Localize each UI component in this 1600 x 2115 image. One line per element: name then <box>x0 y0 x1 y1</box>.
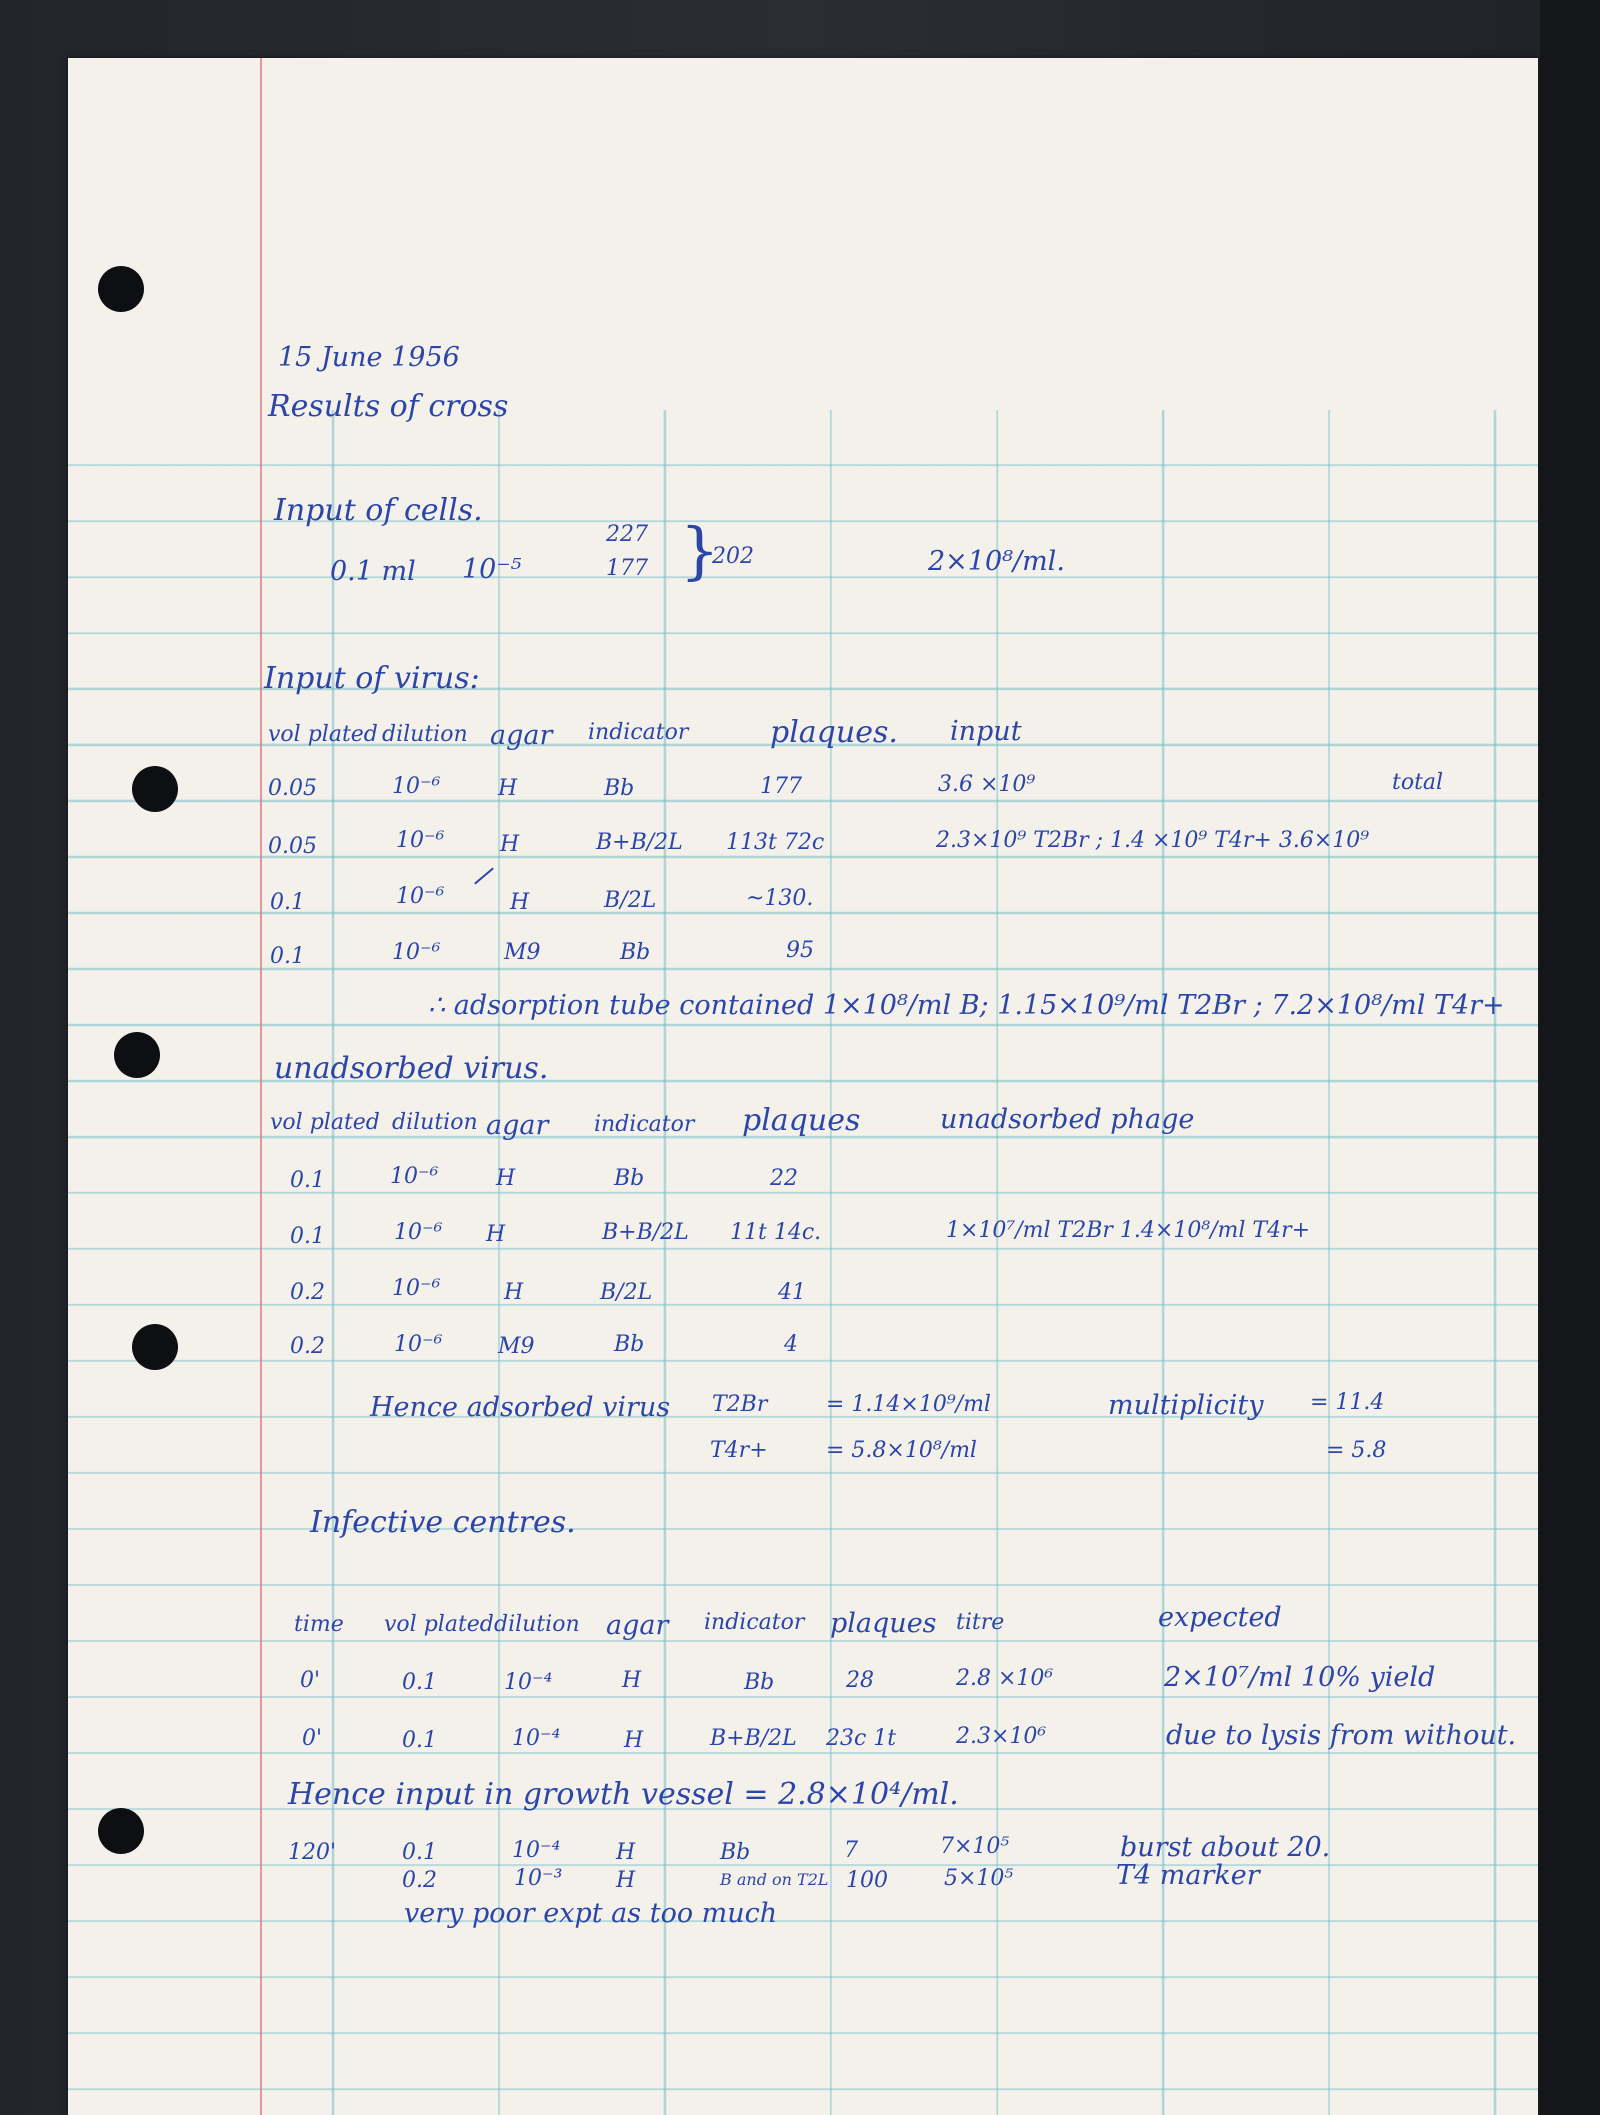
unads-row-2-plaques: 11t 14c. <box>730 1220 822 1245</box>
unads-row-2-vol: 0.1 <box>290 1224 325 1249</box>
inf-col-agar: agar <box>606 1610 669 1641</box>
virus-col-indicator: indicator <box>588 720 689 745</box>
virus-col-plaques: plaques. <box>770 715 898 750</box>
entry-title: Results of cross <box>268 389 509 424</box>
inf-row-1-dil: 10⁻⁴ <box>504 1670 553 1695</box>
virus-row-3-vol: 0.1 <box>270 890 305 915</box>
late-row-2-vol: 0.2 <box>402 1868 437 1893</box>
unads-row-1-ind: Bb <box>614 1166 645 1191</box>
cells-mean: 202 <box>712 544 754 569</box>
punch-hole-1 <box>98 266 144 312</box>
t4-multiplicity: = 5.8 <box>1326 1438 1387 1463</box>
experiment-footnote: very poor expt as too much <box>404 1898 778 1929</box>
unads-row-1-dil: 10⁻⁶ <box>390 1164 439 1189</box>
inf-row-2-time: 0' <box>302 1726 323 1751</box>
inf-row-2-ind: B+B/2L <box>710 1726 797 1751</box>
inf-row-2-titre: 2.3×10⁶ <box>956 1724 1047 1749</box>
late-row-2-agar: H <box>616 1868 636 1893</box>
unads-row-1-vol: 0.1 <box>290 1168 325 1193</box>
inf-row-1-time: 0' <box>300 1668 321 1693</box>
inf-row-1-agar: H <box>622 1668 642 1693</box>
virus-row-4-agar: M9 <box>504 940 541 965</box>
inf-col-plaques: plaques <box>830 1608 937 1639</box>
inf-col-titre: titre <box>956 1610 1005 1635</box>
cells-count-1: 227 <box>606 522 648 547</box>
adsorbed-t2-value: = 1.14×10⁹/ml <box>826 1392 991 1417</box>
late-row-2-dil: 10⁻³ <box>514 1866 563 1891</box>
inf-row-2-note: due to lysis from without. <box>1166 1720 1517 1751</box>
late-row-2-note: T4 marker <box>1116 1860 1260 1891</box>
inf-col-indicator: indicator <box>704 1610 805 1635</box>
adsorption-conclusion: ∴ adsorption tube contained 1×10⁸/ml B; 1.15×10⁹/ml T2Br ; 7.2×10⁸/ml T4r+ <box>428 990 1505 1021</box>
late-row-1-dil: 10⁻⁴ <box>512 1838 561 1863</box>
virus-total-label: total <box>1392 770 1444 795</box>
virus-row-2-ind: B+B/2L <box>596 830 683 855</box>
late-row-2-plaques: 100 <box>846 1868 888 1893</box>
virus-heading: Input of virus: <box>264 661 480 696</box>
punch-hole-5 <box>98 1808 144 1854</box>
virus-row-1-input: 3.6 ×10⁹ <box>938 772 1036 797</box>
virus-row-1-agar: H <box>498 776 518 801</box>
inf-row-1-note: 2×10⁷/ml 10% yield <box>1164 1662 1436 1693</box>
punch-hole-3 <box>114 1032 160 1078</box>
unads-col-agar: agar <box>486 1110 549 1141</box>
inf-row-1-plaques: 28 <box>846 1668 874 1693</box>
adsorbed-hence-label: Hence adsorbed virus <box>370 1392 671 1423</box>
virus-row-2-input: 2.3×10⁹ T2Br ; 1.4 ×10⁹ T4r+ 3.6×10⁹ <box>936 828 1370 853</box>
cells-count-2: 177 <box>606 556 648 581</box>
inf-row-1-vol: 0.1 <box>402 1670 437 1695</box>
unads-row-1-agar: H <box>496 1166 516 1191</box>
inf-row-2-vol: 0.1 <box>402 1728 437 1753</box>
unads-row-2-agar: H <box>486 1222 506 1247</box>
unads-row-3-vol: 0.2 <box>290 1280 325 1305</box>
margin-line <box>260 58 262 2115</box>
virus-row-2-vol: 0.05 <box>268 834 317 859</box>
unads-col-plaques: plaques <box>742 1103 861 1138</box>
virus-row-1-plaques: 177 <box>760 774 802 799</box>
inf-col-dilution: dilution <box>494 1612 580 1637</box>
multiplicity-label: multiplicity <box>1108 1390 1264 1421</box>
unads-row-3-plaques: 41 <box>778 1280 806 1305</box>
unads-row-3-dil: 10⁻⁶ <box>392 1276 441 1301</box>
inf-col-time: time <box>294 1612 344 1637</box>
virus-row-1-vol: 0.05 <box>268 776 317 801</box>
entry-date: 15 June 1956 <box>278 342 460 373</box>
unads-row-3-agar: H <box>504 1280 524 1305</box>
late-row-1-titre: 7×10⁵ <box>940 1834 1010 1859</box>
late-row-1-plaques: 7 <box>844 1838 858 1863</box>
board-edge <box>1540 0 1600 2115</box>
infective-heading: Infective centres. <box>310 1505 576 1540</box>
virus-col-vol: vol plated <box>268 722 378 747</box>
late-row-1-ind: Bb <box>720 1840 751 1865</box>
cells-result: 2×10⁸/ml. <box>928 546 1065 577</box>
cells-brace: } <box>680 514 720 587</box>
late-row-1-note: burst about 20. <box>1120 1832 1331 1863</box>
virus-row-1-ind: Bb <box>604 776 635 801</box>
cells-heading: Input of cells. <box>274 493 483 528</box>
cells-dilution: 10⁻⁵ <box>462 554 522 585</box>
unads-col-indicator: indicator <box>594 1112 695 1137</box>
unadsorbed-heading: unadsorbed virus. <box>274 1051 549 1086</box>
unads-row-2-dil: 10⁻⁶ <box>394 1220 443 1245</box>
virus-row-3-plaques: ~130. <box>746 886 814 911</box>
unads-col-phage: unadsorbed phage <box>940 1104 1195 1135</box>
unads-col-vol: vol plated <box>270 1110 380 1135</box>
virus-row-4-dil: 10⁻⁶ <box>392 940 441 965</box>
virus-row-3-ind: B/2L <box>604 888 657 913</box>
inf-col-expected: expected <box>1158 1602 1282 1633</box>
unads-row-4-vol: 0.2 <box>290 1334 325 1359</box>
cells-volume: 0.1 ml <box>330 556 416 587</box>
t2-multiplicity: = 11.4 <box>1310 1390 1385 1415</box>
virus-row-2-plaques: 113t 72c <box>726 830 825 855</box>
adsorbed-t2-label: T2Br <box>712 1392 768 1417</box>
unads-row-4-ind: Bb <box>614 1332 645 1357</box>
inf-col-vol: vol plated <box>384 1612 494 1637</box>
late-row-1-vol: 0.1 <box>402 1840 437 1865</box>
virus-row-4-plaques: 95 <box>786 938 814 963</box>
inf-row-2-plaques: 23c 1t <box>826 1726 897 1751</box>
inf-row-2-agar: H <box>624 1728 644 1753</box>
adsorbed-t4-value: = 5.8×10⁸/ml <box>826 1438 977 1463</box>
inf-row-2-dil: 10⁻⁴ <box>512 1726 561 1751</box>
virus-row-1-dil: 10⁻⁶ <box>392 774 441 799</box>
unads-col-dilution: dilution <box>392 1110 478 1135</box>
unads-row-1-plaques: 22 <box>770 1166 798 1191</box>
unads-row-4-dil: 10⁻⁶ <box>394 1332 443 1357</box>
virus-col-input: input <box>950 716 1022 747</box>
virus-row-2-dil: 10⁻⁶ <box>396 828 445 853</box>
late-row-1-agar: H <box>616 1840 636 1865</box>
punch-hole-4 <box>132 1324 178 1370</box>
virus-row-4-vol: 0.1 <box>270 944 305 969</box>
late-row-2-ind: B and on T2L <box>720 1870 829 1889</box>
unads-row-4-agar: M9 <box>498 1334 535 1359</box>
inf-row-1-ind: Bb <box>744 1670 775 1695</box>
virus-row-3-dil: 10⁻⁶ <box>396 884 445 909</box>
adsorbed-t4-label: T4r+ <box>710 1438 768 1463</box>
growth-vessel-input: Hence input in growth vessel = 2.8×10⁴/ml. <box>288 1777 959 1812</box>
virus-row-4-ind: Bb <box>620 940 651 965</box>
virus-row-2-agar: H <box>500 832 520 857</box>
late-row-2-titre: 5×10⁵ <box>944 1866 1014 1891</box>
virus-col-agar: agar <box>490 720 553 751</box>
virus-row-3-agar: H <box>510 890 530 915</box>
unads-row-3-ind: B/2L <box>600 1280 653 1305</box>
unads-row-2-phage: 1×10⁷/ml T2Br 1.4×10⁸/ml T4r+ <box>946 1218 1311 1243</box>
unads-row-2-ind: B+B/2L <box>602 1220 689 1245</box>
punch-hole-2 <box>132 766 178 812</box>
unads-row-4-plaques: 4 <box>784 1332 798 1357</box>
virus-col-dilution: dilution <box>382 722 468 747</box>
inf-row-1-titre: 2.8 ×10⁶ <box>956 1666 1054 1691</box>
late-row-1-time: 120' <box>288 1840 337 1865</box>
